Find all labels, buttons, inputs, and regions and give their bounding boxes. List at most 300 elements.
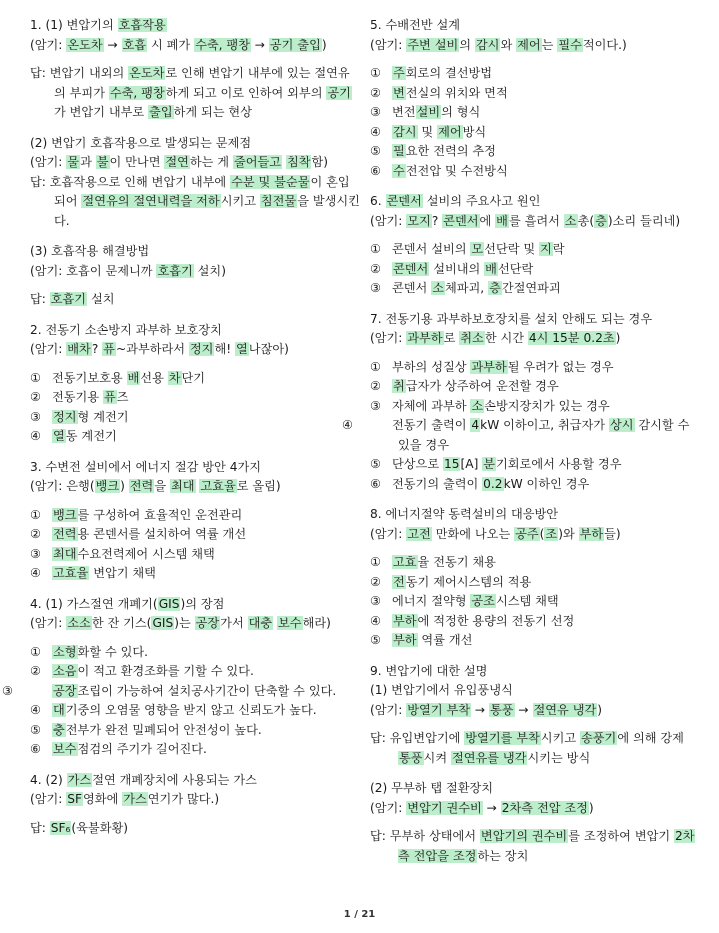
- text-segment: )와: [558, 526, 579, 541]
- highlighted-term: 정지: [53, 409, 77, 424]
- text-segment: 4. (1) 가스절연 개폐기(: [30, 596, 158, 611]
- text-segment: 부하의 성질상: [392, 359, 471, 374]
- highlighted-term: 공장: [53, 683, 77, 698]
- text-segment: 감시할 수 있을 경우: [398, 418, 690, 452]
- left-column: [2, 16, 360, 849]
- spacer: [370, 544, 700, 553]
- list-number: ④: [30, 429, 41, 443]
- text-segment: 답: 변압기 내외의: [30, 66, 129, 80]
- text-segment: 역률 개선: [417, 633, 473, 647]
- section: [30, 458, 360, 584]
- text-segment: 손방지장치가 있는 경우: [484, 398, 610, 413]
- highlighted-term: 부하: [579, 526, 604, 541]
- text-segment: 1. (1) 변압기의: [30, 18, 118, 32]
- text-segment: 5. 수배전반 설계: [370, 18, 461, 32]
- text-segment: 동 계전기: [65, 429, 117, 443]
- highlighted-term: 분: [483, 457, 495, 471]
- section: [370, 662, 700, 769]
- text-segment: 에너지 절약형: [392, 594, 471, 608]
- text-segment: 될 우려가 없는 경우: [507, 359, 614, 374]
- text-segment: kW 이하이고, 취급자가: [480, 418, 609, 432]
- highlighted-term: 호흡기: [157, 263, 193, 278]
- highlighted-term: 보수: [278, 616, 302, 630]
- list-number: ②: [370, 574, 381, 589]
- text-segment: 시키는 방식: [527, 750, 591, 765]
- text-segment: 연기가 많다.): [147, 792, 220, 806]
- section: [370, 192, 700, 299]
- page-number: 1 / 21: [343, 909, 376, 920]
- text-segment: →: [250, 37, 269, 52]
- highlighted-term: 소음: [53, 664, 77, 678]
- text-segment: 을: [154, 479, 170, 493]
- text-segment: 영화에: [83, 792, 123, 806]
- text-segment: 하게 되고 이로 인하여 외부의: [165, 85, 327, 100]
- text-segment: (암기:: [30, 792, 67, 806]
- answer-text: [370, 729, 700, 768]
- highlighted-term: 2차측 전압을 조정: [398, 829, 695, 863]
- text-segment: 콘덴서 설비의: [392, 242, 471, 256]
- highlighted-term: 감시: [475, 37, 500, 52]
- text-segment: 체파괴,: [444, 281, 489, 295]
- highlighted-term: 취소: [460, 331, 484, 345]
- spacer: [370, 349, 700, 358]
- text-segment: ): [120, 479, 129, 493]
- highlighted-term: 최대: [170, 479, 195, 493]
- list-number: ⑥: [370, 163, 381, 178]
- text-segment: (암기:: [30, 616, 67, 630]
- highlighted-term: 차: [168, 370, 181, 385]
- list-item: [30, 564, 360, 584]
- list-item: [30, 721, 360, 741]
- list-item: [30, 427, 360, 447]
- text-segment: (암기:: [30, 342, 67, 356]
- list-item: [370, 631, 700, 651]
- list-item: [2, 682, 360, 702]
- spacer: [370, 55, 700, 64]
- text-segment: (2) 변압기 호흡작용으로 발생되는 문제점: [30, 135, 252, 150]
- text-segment: (3) 호흡작용 해결방법: [30, 244, 150, 258]
- highlighted-term: 전력: [53, 527, 77, 541]
- text-segment: 만화에 나오는: [431, 526, 515, 541]
- text-segment: 간절연파괴: [501, 281, 561, 295]
- text-segment: 설치): [193, 263, 226, 278]
- list-number: ①: [370, 555, 381, 569]
- highlighted-term: 퓨: [103, 390, 116, 404]
- highlighted-term: 절연유의 절연내력을 저하: [82, 194, 220, 208]
- text-segment: 가 변압기 내부로: [54, 105, 149, 119]
- section: [370, 779, 700, 866]
- text-segment: (암기: 호흡이 문제니까: [30, 263, 157, 278]
- text-segment: 하는 장치: [477, 848, 529, 863]
- text-segment: 및: [417, 124, 438, 139]
- list-number: ⑥: [370, 476, 381, 491]
- text-segment: 용 콘덴서를 설치하여 역률 개선: [77, 527, 247, 541]
- text-segment: 변전: [392, 105, 416, 119]
- text-line: [30, 262, 360, 282]
- text-segment: →: [471, 702, 489, 717]
- list-number: ④: [370, 124, 381, 139]
- text-segment: (암기:: [370, 213, 407, 228]
- text-segment: 전전압 및 수전방식: [405, 163, 508, 178]
- text-segment: 전동기의 출력이: [392, 476, 483, 491]
- highlighted-term: 방열기를 부착: [465, 731, 540, 745]
- highlighted-term: 고전: [407, 526, 431, 541]
- list-item: [30, 545, 360, 565]
- highlighted-term: 변압기 권수비: [407, 800, 482, 815]
- list-number: ④: [370, 613, 381, 628]
- highlighted-term: 취: [393, 379, 405, 393]
- list-item: [30, 701, 360, 721]
- highlighted-term: 상시: [609, 418, 634, 432]
- text-segment: 설비의 주요사고 원인: [422, 194, 541, 208]
- highlighted-term: 배차: [67, 342, 91, 356]
- text-segment: 전부가 완전 밀폐되어 안전성이 높다.: [65, 722, 262, 737]
- list-number: ③: [2, 683, 13, 698]
- highlighted-term: 소형: [53, 644, 77, 659]
- text-segment: 형 계전기: [77, 409, 129, 424]
- highlighted-term: 호흡작용: [118, 18, 166, 32]
- text-line: [30, 36, 360, 56]
- highlighted-term: SF: [67, 792, 83, 806]
- text-segment: (암기:: [370, 702, 407, 717]
- text-segment: 의: [459, 37, 475, 52]
- highlighted-term: 전력: [129, 479, 154, 493]
- highlighted-term: 최대: [53, 546, 77, 561]
- text-segment: [A]: [460, 457, 483, 471]
- highlighted-term: 공조: [471, 594, 495, 608]
- text-segment: ): [597, 702, 603, 717]
- text-segment: (: [539, 526, 545, 541]
- list-item: [370, 377, 700, 397]
- text-line: [30, 153, 360, 173]
- list-number: ⑥: [30, 742, 41, 756]
- text-segment: (암기:: [30, 155, 67, 169]
- highlighted-term: 과부하: [407, 331, 443, 345]
- text-line: [370, 779, 700, 799]
- text-segment: (암기:: [370, 331, 407, 345]
- highlighted-term: 배: [496, 213, 508, 228]
- highlighted-term: 소소: [67, 616, 91, 630]
- list-item: [370, 455, 700, 475]
- highlighted-term: 층: [595, 213, 607, 228]
- text-line: [30, 134, 360, 154]
- text-line: [370, 799, 700, 819]
- text-segment: 의 형식: [441, 105, 481, 119]
- list-item: [370, 592, 700, 612]
- highlighted-term: 절연: [165, 155, 189, 169]
- text-segment: (암기:: [30, 37, 67, 52]
- text-segment: 들): [604, 526, 621, 541]
- highlighted-term: 제어: [438, 124, 462, 139]
- text-segment: 이 적고 환경조화를 기할 수 있다.: [77, 664, 254, 678]
- highlighted-term: 과부하: [471, 359, 507, 374]
- highlighted-term: 제어: [517, 37, 541, 52]
- highlighted-term: 통풍: [399, 750, 423, 765]
- section: [30, 771, 360, 839]
- text-segment: 동기 제어시스템의 적용: [405, 574, 532, 589]
- text-segment: 전실의 위치와 면적: [405, 85, 508, 100]
- text-segment: 하게 되는 현상: [173, 105, 252, 119]
- list-item: [342, 416, 700, 455]
- highlighted-term: 불: [96, 155, 109, 169]
- highlighted-term: 모지: [407, 213, 431, 228]
- text-segment: 로: [443, 331, 460, 345]
- highlighted-term: 공주: [515, 526, 539, 541]
- list-item: [370, 475, 700, 495]
- text-segment: 로 올림): [236, 479, 281, 493]
- spacer: [30, 360, 360, 369]
- text-line: [370, 525, 700, 545]
- list-item: [370, 142, 700, 162]
- text-segment: 기회로에서 사용할 경우: [496, 457, 622, 471]
- text-segment: 선단락 및: [484, 242, 540, 256]
- highlighted-term: 뱅크: [53, 507, 77, 522]
- highlighted-term: 가스: [123, 792, 147, 806]
- highlighted-term: 수분 및 불순물: [231, 174, 310, 189]
- highlighted-term: 고효율: [200, 479, 236, 493]
- section: [30, 134, 360, 232]
- text-segment: 에 의해 강제: [617, 731, 684, 745]
- text-segment: 전동기 출력이: [392, 418, 471, 432]
- text-segment: 이 혼입되어: [54, 174, 350, 208]
- text-segment: 조립이 가능하여 설치공사기간이 단축할 수 있다.: [77, 683, 337, 698]
- highlighted-term: 배: [485, 261, 497, 276]
- highlighted-term: 감시: [393, 124, 417, 139]
- list-item: [370, 240, 700, 260]
- highlighted-term: 고효: [393, 555, 417, 569]
- highlighted-term: 통풍: [490, 702, 514, 717]
- text-segment: 를 흘려서: [508, 213, 564, 228]
- text-segment: 시 폐가: [147, 37, 195, 52]
- list-number: ②: [370, 261, 381, 276]
- highlighted-term: 4시 15분 0.2초: [528, 331, 615, 345]
- list-number: ⑤: [370, 457, 381, 471]
- list-item: [30, 643, 360, 663]
- text-segment: 답: 호흡작용으로 인해 변압기 내부에: [30, 174, 231, 189]
- highlighted-term: 15: [443, 457, 460, 471]
- highlighted-term: 모: [471, 242, 484, 256]
- answer-text: [370, 827, 700, 866]
- highlighted-term: 주변 설비: [407, 37, 459, 52]
- list-item: [370, 123, 700, 143]
- highlighted-term: 부하: [393, 613, 417, 628]
- text-segment: 2. 전동기 소손방지 과부하 보호장치: [30, 322, 222, 337]
- highlighted-term: 공기: [327, 85, 351, 100]
- section: [30, 16, 360, 123]
- text-segment: 회로의 결선방법: [405, 66, 493, 80]
- text-line: [370, 505, 700, 525]
- text-segment: 4. (2): [30, 772, 67, 787]
- section: [30, 242, 360, 310]
- text-segment: 락: [552, 242, 565, 256]
- list-number: ②: [370, 85, 381, 100]
- answer-text: [30, 173, 360, 232]
- spacer: [30, 810, 360, 819]
- highlighted-term: 부하: [393, 633, 417, 647]
- text-line: [370, 16, 700, 36]
- highlighted-term: 조: [545, 526, 558, 541]
- highlighted-term: 0.2: [483, 476, 503, 491]
- highlighted-term: 뱅크: [95, 479, 120, 493]
- text-segment: 단기: [181, 370, 206, 385]
- text-segment: 율 전동기 채용: [417, 555, 496, 569]
- highlighted-term: 2차측 전압 조정: [501, 800, 588, 815]
- text-segment: 나잖아): [248, 342, 289, 356]
- spacer: [370, 720, 700, 729]
- highlighted-term: 줄어들고: [233, 155, 282, 169]
- list-item: [370, 64, 700, 84]
- highlighted-term: 전: [393, 574, 405, 589]
- answer-text: [30, 64, 360, 123]
- highlighted-term: GIS: [158, 596, 180, 611]
- highlighted-term: 대: [53, 703, 65, 717]
- list-number: ②: [30, 664, 41, 678]
- list-item: [30, 408, 360, 428]
- highlighted-term: 배: [127, 370, 140, 385]
- highlighted-term: 퓨: [103, 342, 115, 356]
- text-line: [30, 16, 360, 36]
- text-line: [370, 192, 700, 212]
- list-item: [370, 612, 700, 632]
- text-segment: ): [321, 37, 327, 52]
- text-segment: 요한 전력의 추정: [405, 144, 496, 158]
- list-number: ①: [370, 66, 381, 80]
- highlighted-term: 침착: [286, 155, 311, 169]
- text-segment: →: [482, 800, 501, 815]
- text-segment: ): [615, 331, 621, 345]
- list-item: [370, 162, 700, 182]
- text-segment: 즈: [116, 390, 129, 404]
- highlighted-term: 변압기의 권수비: [480, 829, 568, 843]
- highlighted-term: 침전물: [260, 194, 297, 208]
- text-segment: 총(: [577, 213, 595, 228]
- right-column: [342, 16, 700, 877]
- highlighted-term: 필: [393, 144, 405, 158]
- text-segment: (육불화황): [71, 820, 129, 835]
- highlighted-term: 호흡기: [50, 292, 87, 306]
- highlighted-term: 방열기 부착: [407, 702, 471, 717]
- text-line: [370, 212, 700, 232]
- text-segment: 변압기 채택: [89, 566, 156, 580]
- text-line: [370, 681, 700, 701]
- section: [2, 595, 360, 760]
- text-segment: )는: [174, 616, 195, 630]
- list-item: [30, 506, 360, 526]
- text-line: [30, 614, 360, 634]
- text-segment: 절연 개폐장치에 사용되는 가스: [92, 772, 257, 787]
- spacer: [30, 497, 360, 506]
- text-segment: 점검의 주기가 길어진다.: [77, 742, 207, 756]
- list-item: [30, 388, 360, 408]
- text-segment: 선용: [140, 370, 168, 385]
- text-segment: 는: [541, 37, 558, 52]
- text-segment: ?: [91, 342, 103, 356]
- spacer: [370, 818, 700, 827]
- text-segment: 한 시간: [484, 331, 528, 345]
- text-segment: (암기:: [370, 800, 407, 815]
- highlighted-term: 보수: [53, 742, 77, 756]
- text-segment: 한 잔 기스(: [91, 616, 152, 630]
- section: [370, 505, 700, 651]
- highlighted-term: 대충: [248, 616, 273, 630]
- list-number: ⑤: [370, 633, 381, 647]
- text-segment: 함): [311, 155, 329, 169]
- list-number: ①: [370, 359, 381, 374]
- text-segment: 시켜: [423, 750, 451, 765]
- list-number: ④: [30, 703, 41, 717]
- text-segment: 자체에 과부하: [392, 398, 471, 413]
- text-segment: 답: 유입변압기에: [370, 731, 465, 745]
- text-line: [370, 329, 700, 349]
- text-segment: 3. 수변전 설비에서 에너지 절감 방안 4가지: [30, 459, 261, 474]
- text-segment: 하는 게: [189, 155, 233, 169]
- text-segment: 기중의 오염물 영향을 받지 않고 신뢰도가 높다.: [65, 703, 317, 717]
- highlighted-term: 주: [393, 66, 405, 80]
- text-segment: (암기:: [370, 37, 407, 52]
- text-line: [30, 321, 360, 341]
- text-segment: 과: [80, 155, 96, 169]
- highlighted-term: 수축, 팽창: [195, 37, 250, 52]
- text-segment: )의 장점: [180, 596, 225, 611]
- text-segment: ?: [431, 213, 443, 228]
- list-number: ②: [30, 527, 41, 541]
- list-number: ③: [370, 398, 381, 413]
- highlighted-term: 4: [471, 418, 480, 432]
- text-line: [370, 701, 700, 721]
- list-number: ①: [370, 242, 381, 256]
- text-segment: ): [588, 800, 594, 815]
- text-segment: →: [103, 37, 122, 52]
- text-segment: 급자가 상주하여 운전할 경우: [405, 379, 559, 393]
- list-number: ②: [30, 390, 41, 404]
- text-segment: 에 적정한 용량의 전동기 선정: [417, 613, 575, 628]
- text-segment: 전동기보호용: [52, 370, 127, 385]
- text-segment: 답:: [30, 820, 50, 835]
- text-segment: 를 조정하여 변압기: [568, 829, 675, 843]
- text-line: [30, 819, 360, 839]
- text-segment: kW 이하인 경우: [503, 476, 590, 491]
- highlighted-term: 송풍기: [581, 731, 617, 745]
- list-number: ③: [370, 105, 381, 119]
- text-segment: 가서: [220, 616, 248, 630]
- list-item: [30, 662, 360, 682]
- list-item: [370, 573, 700, 593]
- highlighted-term: 소: [471, 398, 484, 413]
- text-segment: (암기:: [370, 526, 407, 541]
- highlighted-term: 열: [53, 429, 65, 443]
- highlighted-term: 소: [564, 213, 577, 228]
- text-segment: 을 발생시킨다.: [54, 194, 360, 228]
- text-segment: 설치: [87, 292, 115, 306]
- highlighted-term: 콘덴서: [443, 213, 479, 228]
- text-segment: 7. 전동기용 과부하보호장치를 설치 안해도 되는 경우: [370, 311, 653, 326]
- list-item: [370, 553, 700, 573]
- highlighted-term: 정지: [189, 342, 214, 356]
- text-segment: )소리 들리네): [607, 213, 681, 228]
- text-segment: (암기: 은행(: [30, 479, 95, 493]
- highlighted-term: 지: [540, 242, 552, 256]
- list-item: [370, 103, 700, 123]
- highlighted-term: 변: [393, 85, 405, 100]
- text-line: [370, 310, 700, 330]
- list-number: ⑤: [30, 722, 41, 737]
- list-item: [370, 260, 700, 280]
- text-line: [30, 340, 360, 360]
- text-segment: 를 구성하여 효율적인 운전관리: [77, 507, 243, 522]
- highlighted-term: SF₆: [50, 820, 71, 835]
- text-segment: 9. 변압기에 대한 설명: [370, 663, 488, 678]
- text-segment: 설비내의: [429, 261, 485, 276]
